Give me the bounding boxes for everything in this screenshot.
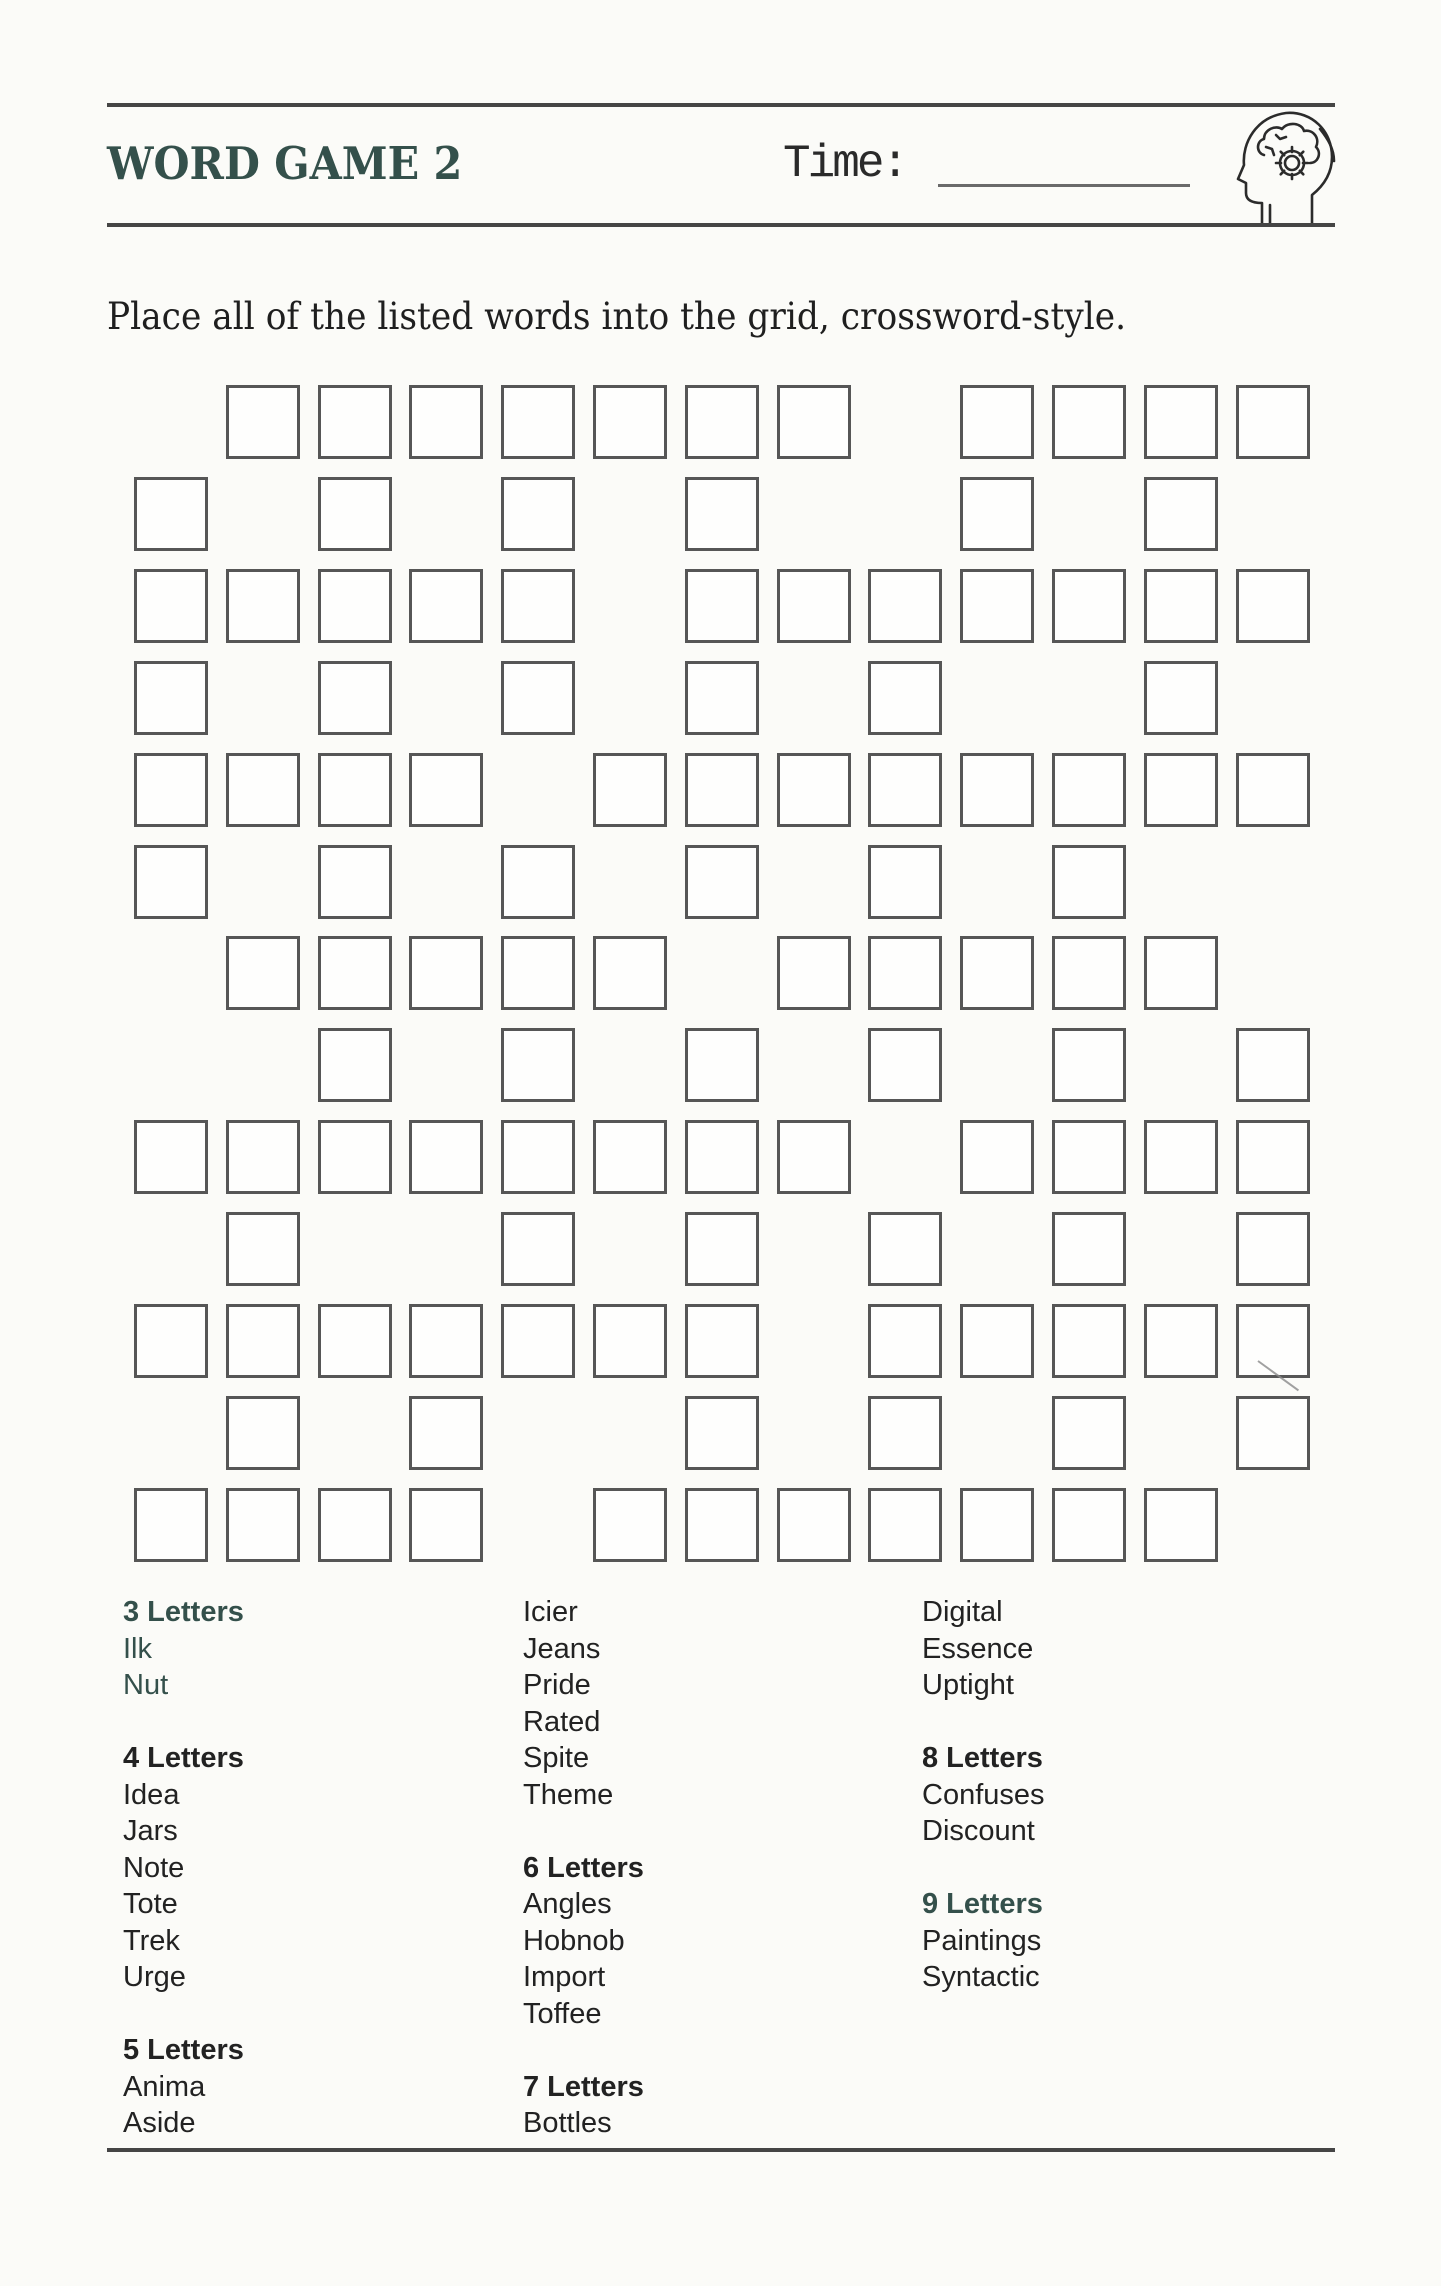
grid-cell[interactable] bbox=[134, 753, 208, 827]
grid-cell[interactable] bbox=[868, 661, 942, 735]
grid-cell[interactable] bbox=[685, 1396, 759, 1470]
grid-cell[interactable] bbox=[593, 1304, 667, 1378]
word-list-item: Note bbox=[123, 1851, 185, 1884]
grid-cell[interactable] bbox=[1052, 1212, 1126, 1286]
word-group-heading: 9 Letters bbox=[922, 1888, 1043, 1920]
grid-cell[interactable] bbox=[226, 1120, 300, 1194]
grid-cell[interactable] bbox=[593, 1488, 667, 1562]
word-list-item: Jeans bbox=[523, 1632, 601, 1665]
grid-cell[interactable] bbox=[685, 1028, 759, 1102]
grid-cell[interactable] bbox=[1052, 1028, 1126, 1102]
word-list-item: Uptight bbox=[922, 1669, 1014, 1701]
grid-cell[interactable] bbox=[1052, 1304, 1126, 1378]
grid-cell[interactable] bbox=[226, 569, 300, 643]
grid-cell[interactable] bbox=[501, 936, 575, 1010]
spacer bbox=[922, 1704, 1045, 1741]
grid-cell[interactable] bbox=[868, 1212, 942, 1286]
word-list-item: Theme bbox=[523, 1778, 614, 1811]
grid-cell[interactable] bbox=[318, 1028, 392, 1102]
grid-cell[interactable] bbox=[1144, 753, 1218, 827]
grid-cell[interactable] bbox=[685, 477, 759, 551]
grid-cell[interactable] bbox=[1144, 936, 1218, 1010]
grid-cell[interactable] bbox=[868, 1488, 942, 1562]
grid-cell[interactable] bbox=[318, 753, 392, 827]
grid-cell[interactable] bbox=[226, 1488, 300, 1562]
grid-cell[interactable] bbox=[960, 1488, 1034, 1562]
word-list-item: Pride bbox=[523, 1669, 591, 1701]
grid-cell[interactable] bbox=[1144, 385, 1218, 459]
grid-cell[interactable] bbox=[868, 1396, 942, 1470]
grid-cell[interactable] bbox=[501, 1028, 575, 1102]
word-group-heading: 4 Letters bbox=[123, 1742, 244, 1774]
word-list-item: Spite bbox=[523, 1742, 590, 1774]
grid-cell[interactable] bbox=[868, 753, 942, 827]
grid-cell[interactable] bbox=[501, 845, 575, 919]
grid-cell[interactable] bbox=[868, 1304, 942, 1378]
grid-cell[interactable] bbox=[134, 477, 208, 551]
word-list-item: Rated bbox=[523, 1705, 601, 1738]
grid-cell[interactable] bbox=[1144, 1120, 1218, 1194]
grid-cell[interactable] bbox=[868, 1028, 942, 1102]
word-list-item: Nut bbox=[123, 1669, 169, 1701]
word-group-heading: 5 Letters bbox=[123, 2034, 244, 2066]
grid-cell[interactable] bbox=[1236, 569, 1310, 643]
grid-cell[interactable] bbox=[226, 1304, 300, 1378]
grid-cell[interactable] bbox=[593, 936, 667, 1010]
grid-cell[interactable] bbox=[1052, 753, 1126, 827]
instruction-text: Place all of the listed words into the grid, crossword-style. bbox=[107, 295, 1127, 338]
word-group-heading: 8 Letters bbox=[922, 1742, 1043, 1774]
word-group-heading: 7 Letters bbox=[523, 2070, 644, 2103]
grid-cell[interactable] bbox=[685, 569, 759, 643]
word-group-heading: 3 Letters bbox=[123, 1596, 244, 1628]
word-list-item: Anima bbox=[123, 2070, 206, 2103]
time-label: Time: bbox=[783, 138, 907, 190]
grid-cell[interactable] bbox=[685, 1120, 759, 1194]
word-list-item: Essence bbox=[922, 1632, 1034, 1665]
grid-cell[interactable] bbox=[685, 661, 759, 735]
word-list-item: Discount bbox=[922, 1815, 1035, 1847]
grid-cell[interactable] bbox=[593, 385, 667, 459]
word-list-item: Import bbox=[523, 1961, 606, 1993]
grid-cell[interactable] bbox=[134, 1304, 208, 1378]
head-with-brain-gear-icon bbox=[1230, 103, 1340, 225]
grid-cell[interactable] bbox=[777, 569, 851, 643]
grid-cell[interactable] bbox=[960, 569, 1034, 643]
grid-cell[interactable] bbox=[1052, 845, 1126, 919]
word-list-column-1 bbox=[123, 1594, 244, 2142]
grid-cell[interactable] bbox=[409, 1120, 483, 1194]
grid-cell[interactable] bbox=[960, 936, 1034, 1010]
grid-cell[interactable] bbox=[960, 753, 1034, 827]
grid-cell[interactable] bbox=[1144, 477, 1218, 551]
word-list-item: Confuses bbox=[922, 1778, 1045, 1811]
grid-cell[interactable] bbox=[318, 936, 392, 1010]
grid-cell[interactable] bbox=[1144, 569, 1218, 643]
grid-cell[interactable] bbox=[1144, 1488, 1218, 1562]
word-list-item: Jars bbox=[123, 1815, 178, 1847]
grid-cell[interactable] bbox=[777, 753, 851, 827]
header-bottom-rule bbox=[107, 223, 1335, 227]
grid-cell[interactable] bbox=[409, 1396, 483, 1470]
grid-cell[interactable] bbox=[1144, 1304, 1218, 1378]
grid-cell[interactable] bbox=[318, 1488, 392, 1562]
grid-cell[interactable] bbox=[685, 385, 759, 459]
spacer bbox=[123, 1996, 244, 2033]
grid-cell[interactable] bbox=[134, 661, 208, 735]
time-input-line[interactable] bbox=[938, 184, 1190, 187]
word-list-item: Icier bbox=[523, 1596, 578, 1628]
grid-cell[interactable] bbox=[501, 569, 575, 643]
grid-cell[interactable] bbox=[960, 385, 1034, 459]
word-list-item: Syntactic bbox=[922, 1961, 1040, 1993]
grid-cell[interactable] bbox=[868, 845, 942, 919]
spacer bbox=[523, 1813, 644, 1850]
spacer bbox=[123, 1704, 244, 1741]
grid-cell[interactable] bbox=[593, 1120, 667, 1194]
grid-cell[interactable] bbox=[1236, 1304, 1310, 1378]
grid-cell[interactable] bbox=[1236, 1396, 1310, 1470]
word-list-item: Trek bbox=[123, 1924, 180, 1957]
header-top-rule bbox=[107, 103, 1335, 107]
grid-cell[interactable] bbox=[226, 1396, 300, 1470]
word-list-item: Urge bbox=[123, 1961, 186, 1993]
word-list-item: Bottles bbox=[523, 2107, 612, 2139]
grid-cell[interactable] bbox=[318, 845, 392, 919]
grid-cell[interactable] bbox=[318, 477, 392, 551]
grid-cell[interactable] bbox=[226, 936, 300, 1010]
grid-cell[interactable] bbox=[777, 1120, 851, 1194]
grid-cell[interactable] bbox=[960, 1120, 1034, 1194]
grid-cell[interactable] bbox=[501, 1212, 575, 1286]
grid-cell[interactable] bbox=[593, 753, 667, 827]
grid-cell[interactable] bbox=[1052, 1120, 1126, 1194]
word-list-item: Ilk bbox=[123, 1632, 152, 1665]
grid-cell[interactable] bbox=[409, 385, 483, 459]
word-list-item: Tote bbox=[123, 1888, 178, 1920]
grid-cell[interactable] bbox=[409, 1304, 483, 1378]
grid-cell[interactable] bbox=[1052, 936, 1126, 1010]
word-list-column-3 bbox=[922, 1594, 1045, 1996]
grid-cell[interactable] bbox=[1052, 1396, 1126, 1470]
grid-cell[interactable] bbox=[134, 845, 208, 919]
page-title: WORD GAME 2 bbox=[107, 137, 463, 190]
grid-cell[interactable] bbox=[409, 1488, 483, 1562]
word-list-item: Hobnob bbox=[523, 1924, 625, 1957]
word-list-column-2 bbox=[523, 1594, 644, 2142]
word-list-item: Idea bbox=[123, 1778, 180, 1811]
grid-cell[interactable] bbox=[134, 1120, 208, 1194]
grid-cell[interactable] bbox=[226, 753, 300, 827]
grid-cell[interactable] bbox=[960, 1304, 1034, 1378]
grid-cell[interactable] bbox=[226, 1212, 300, 1286]
grid-cell[interactable] bbox=[318, 661, 392, 735]
word-list-item: Aside bbox=[123, 2107, 196, 2139]
grid-cell[interactable] bbox=[1052, 1488, 1126, 1562]
grid-cell[interactable] bbox=[501, 661, 575, 735]
word-list-item: Angles bbox=[523, 1888, 612, 1920]
grid-cell[interactable] bbox=[318, 1120, 392, 1194]
grid-cell[interactable] bbox=[685, 1212, 759, 1286]
grid-cell[interactable] bbox=[1236, 1212, 1310, 1286]
grid-cell[interactable] bbox=[501, 385, 575, 459]
grid-cell[interactable] bbox=[1236, 1120, 1310, 1194]
grid-cell[interactable] bbox=[685, 1488, 759, 1562]
grid-cell[interactable] bbox=[1236, 385, 1310, 459]
grid-cell[interactable] bbox=[685, 1304, 759, 1378]
grid-cell[interactable] bbox=[777, 1488, 851, 1562]
grid-cell[interactable] bbox=[501, 1304, 575, 1378]
word-list-item: Digital bbox=[922, 1596, 1003, 1628]
grid-cell[interactable] bbox=[1236, 1028, 1310, 1102]
grid-cell[interactable] bbox=[1236, 753, 1310, 827]
grid-cell[interactable] bbox=[868, 569, 942, 643]
grid-cell[interactable] bbox=[777, 385, 851, 459]
grid-cell[interactable] bbox=[1052, 385, 1126, 459]
grid-cell[interactable] bbox=[1144, 661, 1218, 735]
grid-cell[interactable] bbox=[501, 1120, 575, 1194]
spacer bbox=[922, 1850, 1045, 1887]
grid-cell[interactable] bbox=[777, 936, 851, 1010]
footer-rule bbox=[107, 2148, 1335, 2152]
grid-cell[interactable] bbox=[1052, 569, 1126, 643]
word-list-item: Toffee bbox=[523, 1997, 602, 2030]
grid-cell[interactable] bbox=[868, 936, 942, 1010]
grid-cell[interactable] bbox=[318, 569, 392, 643]
grid-cell[interactable] bbox=[226, 385, 300, 459]
spacer bbox=[523, 2032, 644, 2069]
word-group-heading: 6 Letters bbox=[523, 1851, 644, 1884]
grid-cell[interactable] bbox=[685, 753, 759, 827]
grid-cell[interactable] bbox=[501, 477, 575, 551]
grid-cell[interactable] bbox=[409, 936, 483, 1010]
grid-cell[interactable] bbox=[318, 1304, 392, 1378]
grid-cell[interactable] bbox=[318, 385, 392, 459]
grid-cell[interactable] bbox=[685, 845, 759, 919]
grid-cell[interactable] bbox=[960, 477, 1034, 551]
grid-cell[interactable] bbox=[134, 569, 208, 643]
grid-cell[interactable] bbox=[409, 753, 483, 827]
grid-cell[interactable] bbox=[409, 569, 483, 643]
word-list-item: Paintings bbox=[922, 1924, 1042, 1957]
grid-cell[interactable] bbox=[134, 1488, 208, 1562]
